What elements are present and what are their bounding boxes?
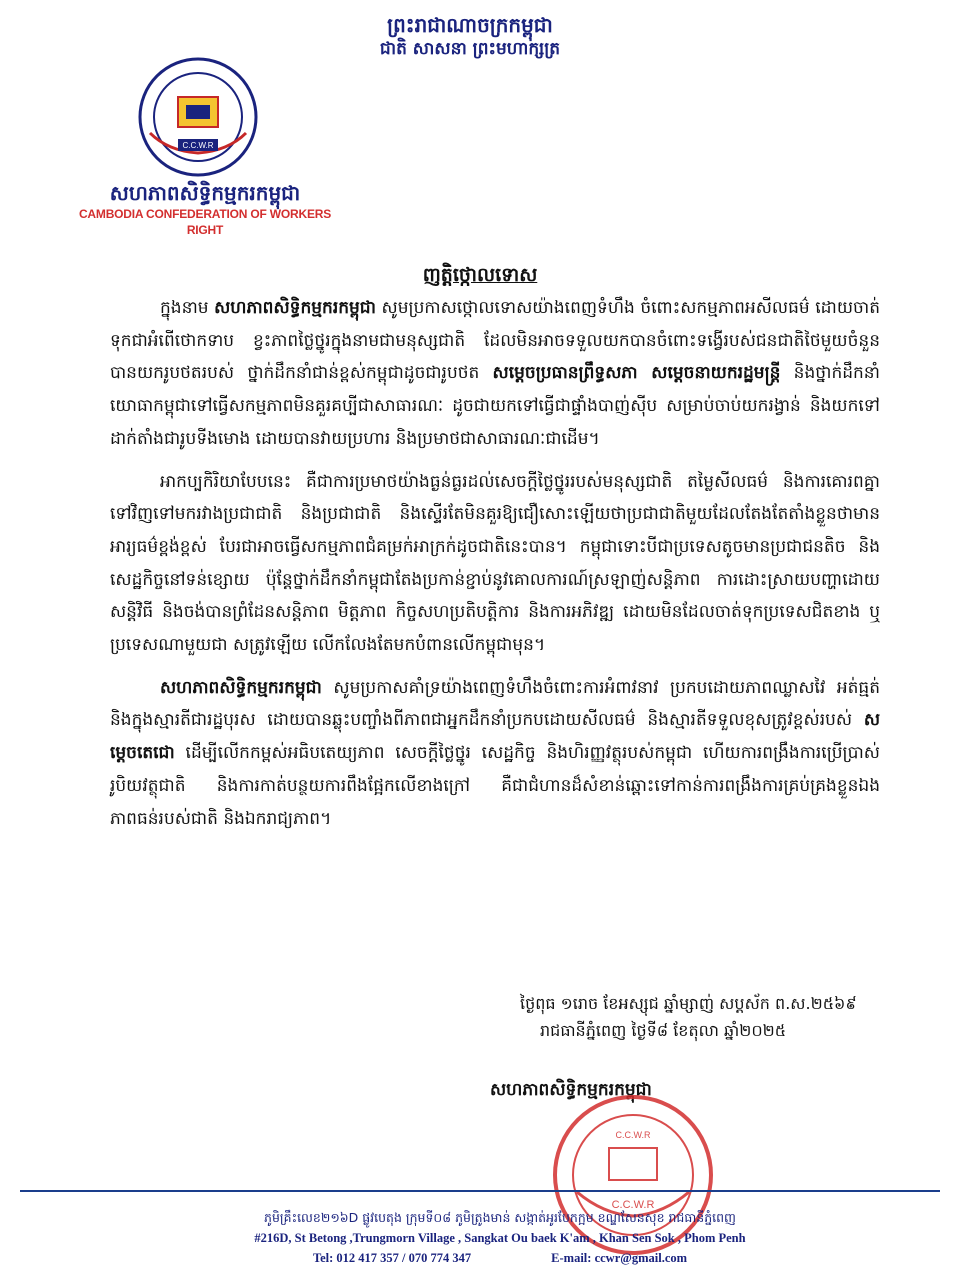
organization-name-kh: សហភាពសិទ្ធិកម្មករកម្ពុជា: [109, 181, 301, 205]
stamp-abbr: C.C.W.R: [611, 1199, 655, 1211]
logo-abbr: C.C.W.R: [182, 141, 214, 150]
p3-bold-org: សហភាពសិទ្ធិកម្មករកម្ពុជា: [160, 677, 322, 698]
date-block: [500, 990, 860, 1044]
lunar-date: ថ្ងៃពុធ ១រោច ខែអស្សុជ ឆ្នាំម្សាញ់ សប្តស័ក ព.ស.២៥៦៩: [520, 994, 857, 1013]
p1-text-3: និងថ្នាក់ដឹកនាំយោធាកម្ពុជាទៅធ្វើសកម្មភាពមិនគួរគប្បីជាសាធារណៈ ដូចជាយកទៅធ្វើជាផ្ទាំងបាញ់ស៊ីប សម្រាប់ចាប់យករង្វាន់ និងយកទៅដាក់តាំងជារូបទីងមោង ដោយបានវាយប្រហារ និងប្រមាថជាសាធារណៈជាដើម។: [110, 363, 880, 449]
national-motto: ជាតិ សាសនា ព្រះមហាក្សត្រ: [379, 39, 561, 59]
p1-text-1: ក្នុងនាម: [160, 298, 215, 318]
footer-divider: [20, 1190, 940, 1192]
p3-text-1: សូមប្រកាសគាំទ្រយ៉ាងពេញទំហឹងចំពោះការអំពាវនាវ ប្រកបដោយភាពឈ្លាសវៃ អត់ធ្មត់ និងក្នុងស្មារតីជារដ្ឋបុរស ដោយបានឆ្លុះបញ្ចាំងពីភាពជាអ្នកដឹកនាំប្រកបដោយសីលធម៌ និងស្មារតីទទួលខុសត្រូវខ្ពស់របស់: [110, 677, 880, 731]
footer-phone: Tel: 012 417 357 / 070 774 347: [312, 1251, 472, 1265]
p3-bold-leader: សម្តេចតេជោ: [110, 710, 880, 764]
p3-text-2: ដើម្បីលើកកម្ពស់អធិបតេយ្យភាព សេចក្តីថ្លៃថ្នូរ សេដ្ឋកិច្ច និងហិរញ្ញវត្ថុរបស់កម្ពុជា ហើយការពង្រឹងការប្រើប្រាស់រូបិយវត្ថុជាតិ និងការកាត់បន្ថយការពឹងផ្អែកលើខាងក្រៅ គឺជាជំហានដ៏សំខាន់ឆ្ពោះទៅកាន់ការពង្រឹងការគ្រប់គ្រងខ្លួនឯង ភាពធន់របស់ជាតិ និងឯករាជ្យភាព។: [110, 743, 880, 829]
signer-name: សហភាពសិទ្ធិកម្មករកម្ពុជា: [490, 1080, 652, 1100]
organization-logo: [128, 55, 268, 180]
footer-contact: [120, 1248, 880, 1268]
organization-name-en: CAMBODIA CONFEDERATION OF WORKERS RIGHT: [78, 207, 332, 237]
p1-text-2: សូមប្រកាសថ្កោលទោសយ៉ាងពេញទំហឹង ចំពោះសកម្មភាពអសីលធម៌ ដោយចាត់ទុកជាអំពើថោកទាប ខ្វះភាពថ្លៃថ្នូរក្នុងនាមជាមនុស្សជាតិ ដែលមិនអាចទទួលយកបានចំពោះទង្វើរបស់ជនជាតិថៃមួយចំនួនបានយករូបថតរបស់ ថ្នាក់ដឹកនាំជាន់ខ្ពស់កម្ពុជាដូចជារូបថត: [110, 298, 880, 384]
solar-date: រាជធានីភ្នំពេញ ថ្ងៃទី៨ ខែតុលា ឆ្នាំ២០២៥: [540, 1021, 787, 1040]
kingdom-title: ព្រះរាជាណាចក្រកម្ពុជា: [387, 13, 553, 37]
paragraph-3: [110, 672, 880, 836]
document-body: [110, 292, 880, 835]
kingdom-header: [300, 12, 640, 60]
document-title: ញត្តិថ្កោលទោស: [422, 264, 538, 286]
footer: [120, 1208, 880, 1268]
footer-email: E-mail: ccwr@gmail.com: [551, 1251, 688, 1265]
paragraph-1: [110, 292, 880, 456]
p1-bold-leaders: សម្តេចប្រធានព្រឹទ្ធសភា សម្តេចនាយករដ្ឋមន្ត្រី: [492, 363, 781, 384]
footer-address-kh: ភូមិគ្រឹះលេខ២១៦D ផ្លូវបេតុង ក្រុមទី០៨ ភូមិត្រូងមាន់ សង្កាត់អូរបែកក្អម ខណ្ឌសែនសុខ រាជធានីភ្នំពេញ: [264, 1210, 736, 1225]
p1-bold-org: សហភាពសិទ្ធិកម្មករកម្ពុជា: [214, 298, 376, 318]
footer-address-en: #216D, St Betong ,Trungmorn Village , Sangkat Ou baek K'am , Khan Sen Sok , Phom Penh: [254, 1231, 746, 1245]
paragraph-2: អាកប្បកិរិយាបែបនេះ គឺជាការប្រមាថយ៉ាងធ្ងន់ធ្ងរដល់សេចក្តីថ្លៃថ្នូររបស់មនុស្សជាតិ តម្លៃសីលធម៌ និងការគោរពគ្នាទៅវិញទៅមករវាងប្រជាជាតិ និងប្រជាជាតិ និងស្ទើរតែមិនគួរឱ្យជឿសោះឡើយថាប្រជាជាតិមួយដែលតែងតែតាំងខ្លួនថាមានអារ្យធម៌ខ្ពង់ខ្ពស់ បែរជាអាចធ្វើសកម្មភាពជំគម្រក់អាក្រក់ដូចជាតិនេះបាន។ កម្ពុជាទោះបីជាប្រទេសតូចមានប្រជាជនតិច និងសេដ្ឋកិច្ចនៅទន់ខ្សោយ ប៉ុន្តែថ្នាក់ដឹកនាំកម្ពុជាតែងប្រកាន់ខ្ជាប់នូវគោលការណ៍ស្រឡាញ់សន្តិភាព ការដោះស្រាយបញ្ហាដោយសន្តិវិធី និងចង់បានព្រំដែនសន្តិភាព មិត្តភាព កិច្ចសហប្រតិបត្តិការ និងការអភិវឌ្ឍ ដោយមិនដែលចាត់ទុកប្រទេសជិតខាង ឬប្រទេសណាមួយជា សត្រូវឡើយ លើកលែងតែមកបំពានលើកម្ពុជាមុន។: [110, 471, 880, 656]
stamp-abbr-top: C.C.W.R: [615, 1130, 651, 1140]
